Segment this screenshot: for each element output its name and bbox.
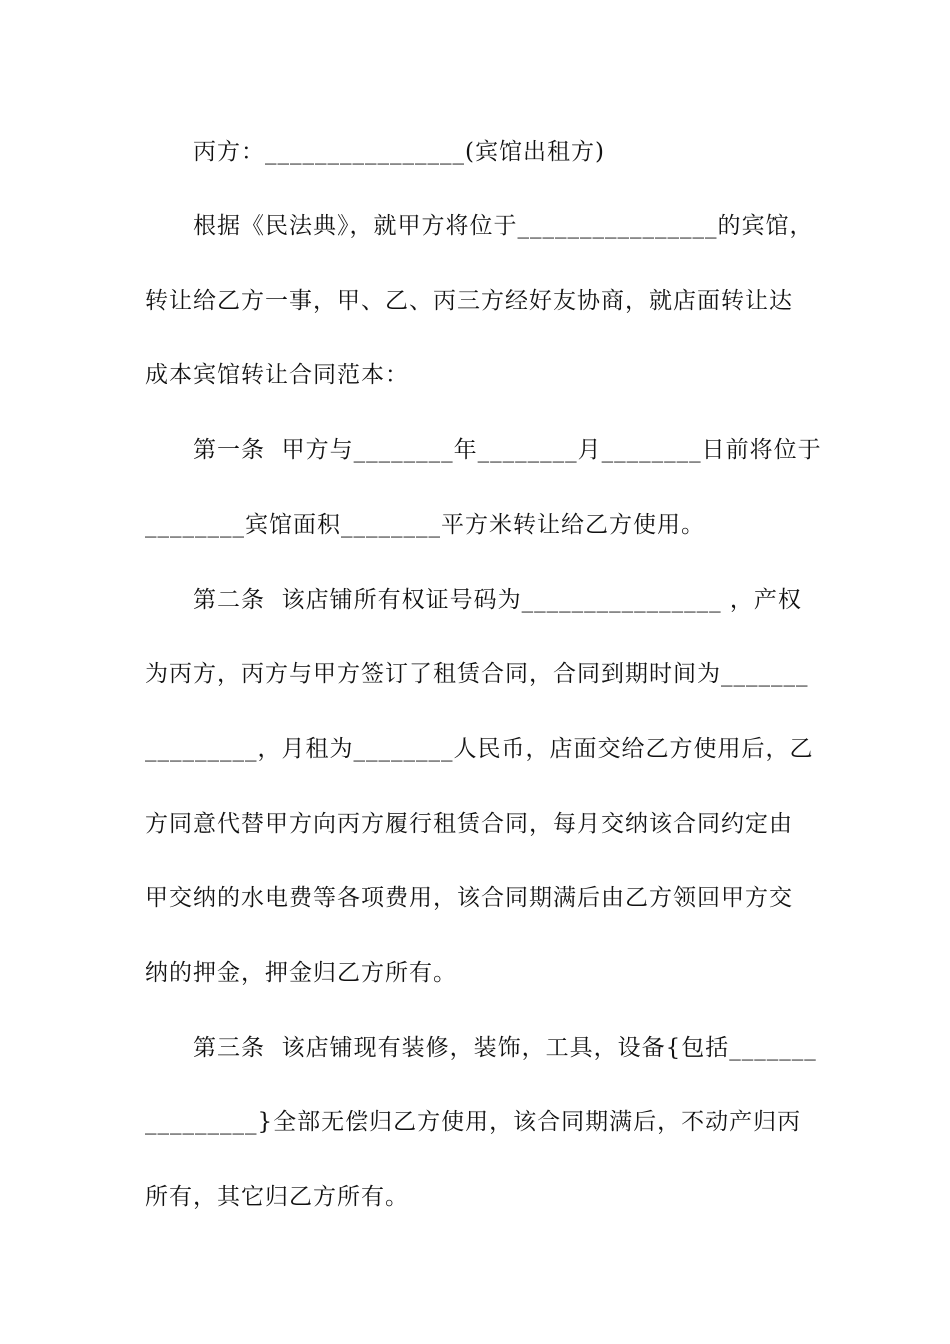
article-2-line-5: 甲交纳的水电费等各项费用，该合同期满后由乙方领回甲方交 [145, 885, 793, 911]
party-c-line: 丙方：________________(宾馆出租方) [193, 139, 605, 165]
article-2-line-1: 第二条 该店铺所有权证号码为________________ ，产权 [193, 587, 802, 613]
article-2-line-3: _________，月租为________人民币，店面交给乙方使用后，乙 [145, 736, 814, 762]
article-2-line-6: 纳的押金，押金归乙方所有。 [145, 960, 457, 986]
article-3-line-3: 所有，其它归乙方所有。 [145, 1184, 409, 1210]
article-2-line-4: 方同意代替甲方向丙方履行租赁合同，每月交纳该合同约定由 [145, 811, 793, 837]
preamble-line-1: 根据《民法典》，就甲方将位于________________的宾馆， [193, 213, 814, 239]
article-3-line-2: _________}全部无偿归乙方使用，该合同期满后，不动产归丙 [145, 1109, 802, 1135]
article-2-line-2: 为丙方，丙方与甲方签订了租赁合同，合同到期时间为_______ [145, 661, 809, 687]
article-1-line-2: ________宾馆面积________平方米转让给乙方使用。 [145, 512, 705, 538]
preamble-line-2: 转让给乙方一事，甲、乙、丙三方经好友协商，就店面转让达 [145, 288, 793, 314]
article-1-line-1: 第一条 甲方与________年________月________日前将位于 [193, 437, 822, 463]
article-3-line-1: 第三条 该店铺现有装修，装饰，工具，设备{包括_______ [193, 1035, 817, 1061]
preamble-line-3: 成本宾馆转让合同范本： [145, 362, 409, 388]
